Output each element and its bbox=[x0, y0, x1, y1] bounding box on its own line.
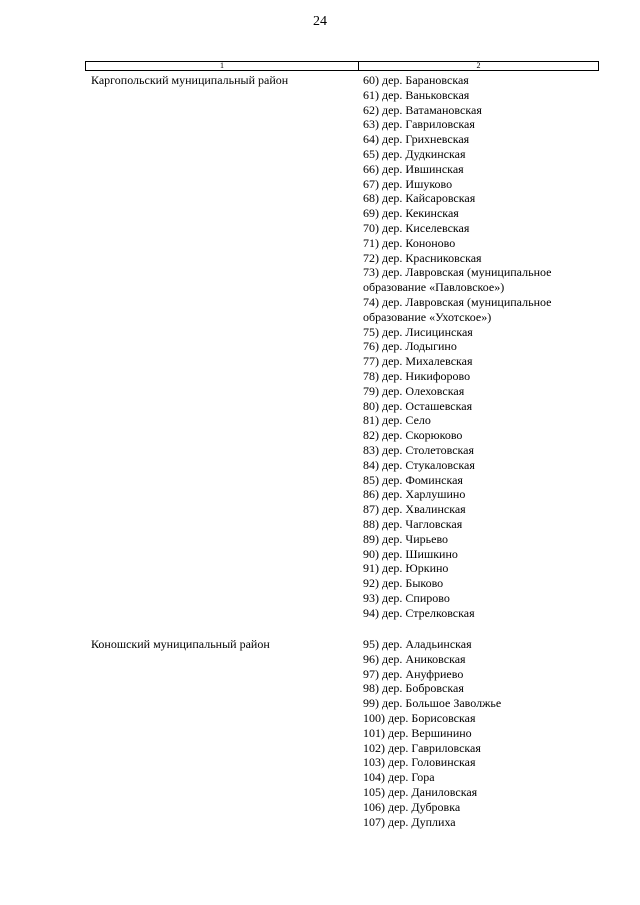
list-item: 84) дер. Стукаловская bbox=[363, 457, 475, 472]
column-1-header: 1 bbox=[86, 62, 359, 70]
list-item: 66) дер. Ившинская bbox=[363, 161, 464, 176]
list-item: 74) дер. Лавровская (муниципальное образование «Ухотское») bbox=[363, 294, 552, 324]
list-item: 65) дер. Дудкинская bbox=[363, 146, 466, 161]
list-item: 86) дер. Харлушино bbox=[363, 487, 466, 502]
list-item: 64) дер. Гриxневская bbox=[363, 132, 470, 147]
list-item: 99) дер. Большое Заволжье bbox=[363, 696, 502, 711]
list-item: 68) дер. Кайсаровская bbox=[363, 191, 476, 206]
list-item: 73) дер. Лавровская (муниципальное образование «Павловское») bbox=[363, 265, 552, 295]
list-item: 72) дер. Красниковская bbox=[363, 250, 482, 265]
list-item: 90) дер. Шишкино bbox=[363, 546, 458, 561]
list-item: 70) дер. Киселевская bbox=[363, 220, 470, 235]
list-item: 83) дер. Столетовская bbox=[363, 442, 475, 457]
list-item: 94) дер. Стрелковская bbox=[363, 605, 475, 620]
column-2-header: 2 bbox=[476, 61, 481, 70]
list-item: 62) дер. Ватамановская bbox=[363, 102, 482, 117]
list-item: 107) дер. Дуплиха bbox=[363, 814, 456, 829]
page-number: 24 bbox=[313, 14, 327, 29]
list-item: 92) дер. Быково bbox=[363, 576, 444, 591]
list-item: 102) дер. Гавриловская bbox=[363, 740, 481, 755]
list-item: 101) дер. Вершинино bbox=[363, 725, 472, 740]
list-item: 81) дер. Село bbox=[363, 413, 431, 428]
list-item: 103) дер. Головинская bbox=[363, 755, 476, 770]
list-item: 88) дер. Чагловская bbox=[363, 516, 463, 531]
list-item: 100) дер. Борисовская bbox=[363, 710, 476, 725]
list-item: 105) дер. Даниловская bbox=[363, 784, 478, 799]
district-name: Каргопольский муниципальный район bbox=[91, 73, 289, 87]
list-item: 77) дер. Михалевская bbox=[363, 354, 473, 369]
list-item: 78) дер. Никифорово bbox=[363, 368, 471, 383]
list-item: 76) дер. Лодыгино bbox=[363, 339, 457, 354]
list-item: 60) дер. Барановская bbox=[363, 73, 469, 87]
settlement-list bbox=[363, 73, 599, 620]
list-item: 89) дер. Чирьево bbox=[363, 531, 449, 546]
list-item: 80) дер. Осташевская bbox=[363, 398, 473, 413]
settlement-list bbox=[363, 637, 599, 829]
list-item: 87) дер. Хвалинская bbox=[363, 502, 466, 517]
list-item: 106) дер. Дубровка bbox=[363, 799, 461, 814]
table-header-row bbox=[85, 61, 599, 71]
district-name: Коношский муниципальный район bbox=[91, 637, 270, 651]
list-item: 71) дер. Кононово bbox=[363, 235, 456, 250]
list-item: 97) дер. Ануфриево bbox=[363, 666, 464, 681]
list-item: 63) дер. Гавриловская bbox=[363, 117, 475, 132]
list-item: 82) дер. Скорюково bbox=[363, 428, 463, 443]
list-item: 98) дер. Бобровская bbox=[363, 681, 464, 696]
list-item: 85) дер. Фоминская bbox=[363, 472, 463, 487]
list-item: 79) дер. Олеховская bbox=[363, 383, 465, 398]
list-item: 61) дер. Ваньковская bbox=[363, 87, 470, 102]
list-item: 91) дер. Юркино bbox=[363, 561, 449, 576]
list-item: 96) дер. Аниковская bbox=[363, 651, 466, 666]
list-item: 67) дер. Ишуково bbox=[363, 176, 453, 191]
list-item: 95) дер. Аладьинская bbox=[363, 637, 472, 651]
list-item: 69) дер. Кекинская bbox=[363, 206, 459, 221]
list-item: 75) дер. Лисицинская bbox=[363, 324, 473, 339]
list-item: 93) дер. Спирово bbox=[363, 590, 450, 605]
list-item: 104) дер. Гора bbox=[363, 770, 435, 785]
